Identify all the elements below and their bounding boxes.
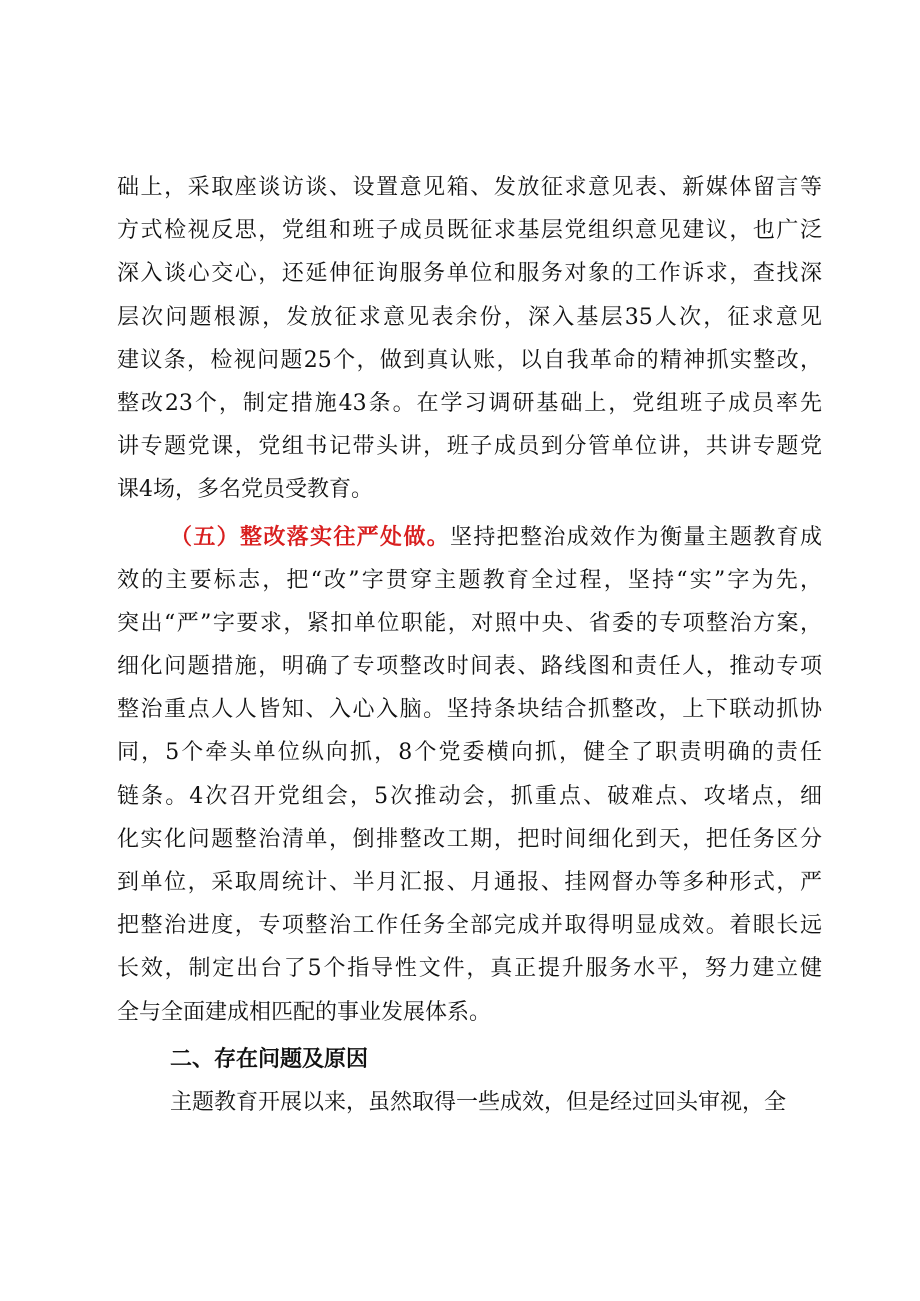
paragraph-line: 同，5个牵头单位纵向抓，8个党委横向抓，健全了职责明确的责任 (117, 740, 822, 766)
paragraph-first-line (117, 516, 822, 559)
paragraph-line: 课4场，多名党员受教育。 (117, 477, 373, 503)
paragraph-line: 全与全面建成相匹配的事业发展体系。 (117, 999, 492, 1025)
section-heading: 二、存在问题及原因 (170, 1046, 369, 1072)
document-body (117, 166, 822, 1124)
paragraph-line: 层次问题根源，发放征求意见表余份，深入基层35人次，征求意见 (117, 304, 822, 330)
paragraph-line: 长效，制定出台了5个指导性文件，真正提升服务水平，努力建立健 (117, 956, 822, 982)
paragraph-line: 把整治进度，专项整治工作任务全部完成并取得明显成效。着眼长远 (117, 913, 822, 939)
subsection-heading: （五）整改落实往严处做。 (170, 523, 450, 550)
paragraph-line: 整改23个，制定措施43条。在学习调研基础上，党组班子成员率先 (117, 390, 822, 416)
paragraph-line: 深入谈心交心，还延伸征询服务单位和服务对象的工作诉求，查找深 (117, 261, 822, 287)
paragraph-line: 效的主要标志，把“改”字贯穿主题教育全过程，坚持“实”字为先， (117, 567, 822, 593)
paragraph-text: 坚持把整治成效作为衡量主题教育成 (450, 524, 822, 550)
paragraph-line: 到单位，采取周统计、半月汇报、月通报、挂网督办等多种形式，严 (117, 870, 822, 895)
paragraph-line: 化实化问题整治清单，倒排整改工期，把时间细化到天，把任务区分 (117, 826, 822, 852)
paragraph-line: 讲专题党课，党组书记带头讲，班子成员到分管单位讲，共讲专题党 (117, 434, 822, 460)
paragraph-1 (117, 166, 822, 512)
paragraph-line: 建议条，检视问题25个，做到真认账，以自我革命的精神抓实整改， (117, 347, 822, 373)
paragraph-line: 突出“严”字要求，紧扣单位职能，对照中央、省委的专项整治方案， (117, 610, 822, 636)
paragraph-line: 链条。4次召开党组会，5次推动会，抓重点、破难点、攻堵点，细 (117, 783, 822, 809)
paragraph-line: 细化问题措施，明确了专项整改时间表、路线图和责任人，推动专项 (117, 654, 822, 680)
paragraph-line: 方式检视反思，党组和班子成员既征求基层党组织意见建议，也广泛 (117, 218, 822, 244)
paragraph-3-first-line: 主题教育开展以来，虽然取得一些成效，但是经过回头审视，全 (170, 1089, 787, 1115)
paragraph-line: 整治重点人人皆知、入心入脑。坚持条块结合抓整改，上下联动抓协 (117, 697, 822, 723)
paragraph-2 (117, 516, 822, 1034)
paragraph-line: 础上，采取座谈访谈、设置意见箱、发放征求意见表、新媒体留言等 (117, 175, 822, 200)
